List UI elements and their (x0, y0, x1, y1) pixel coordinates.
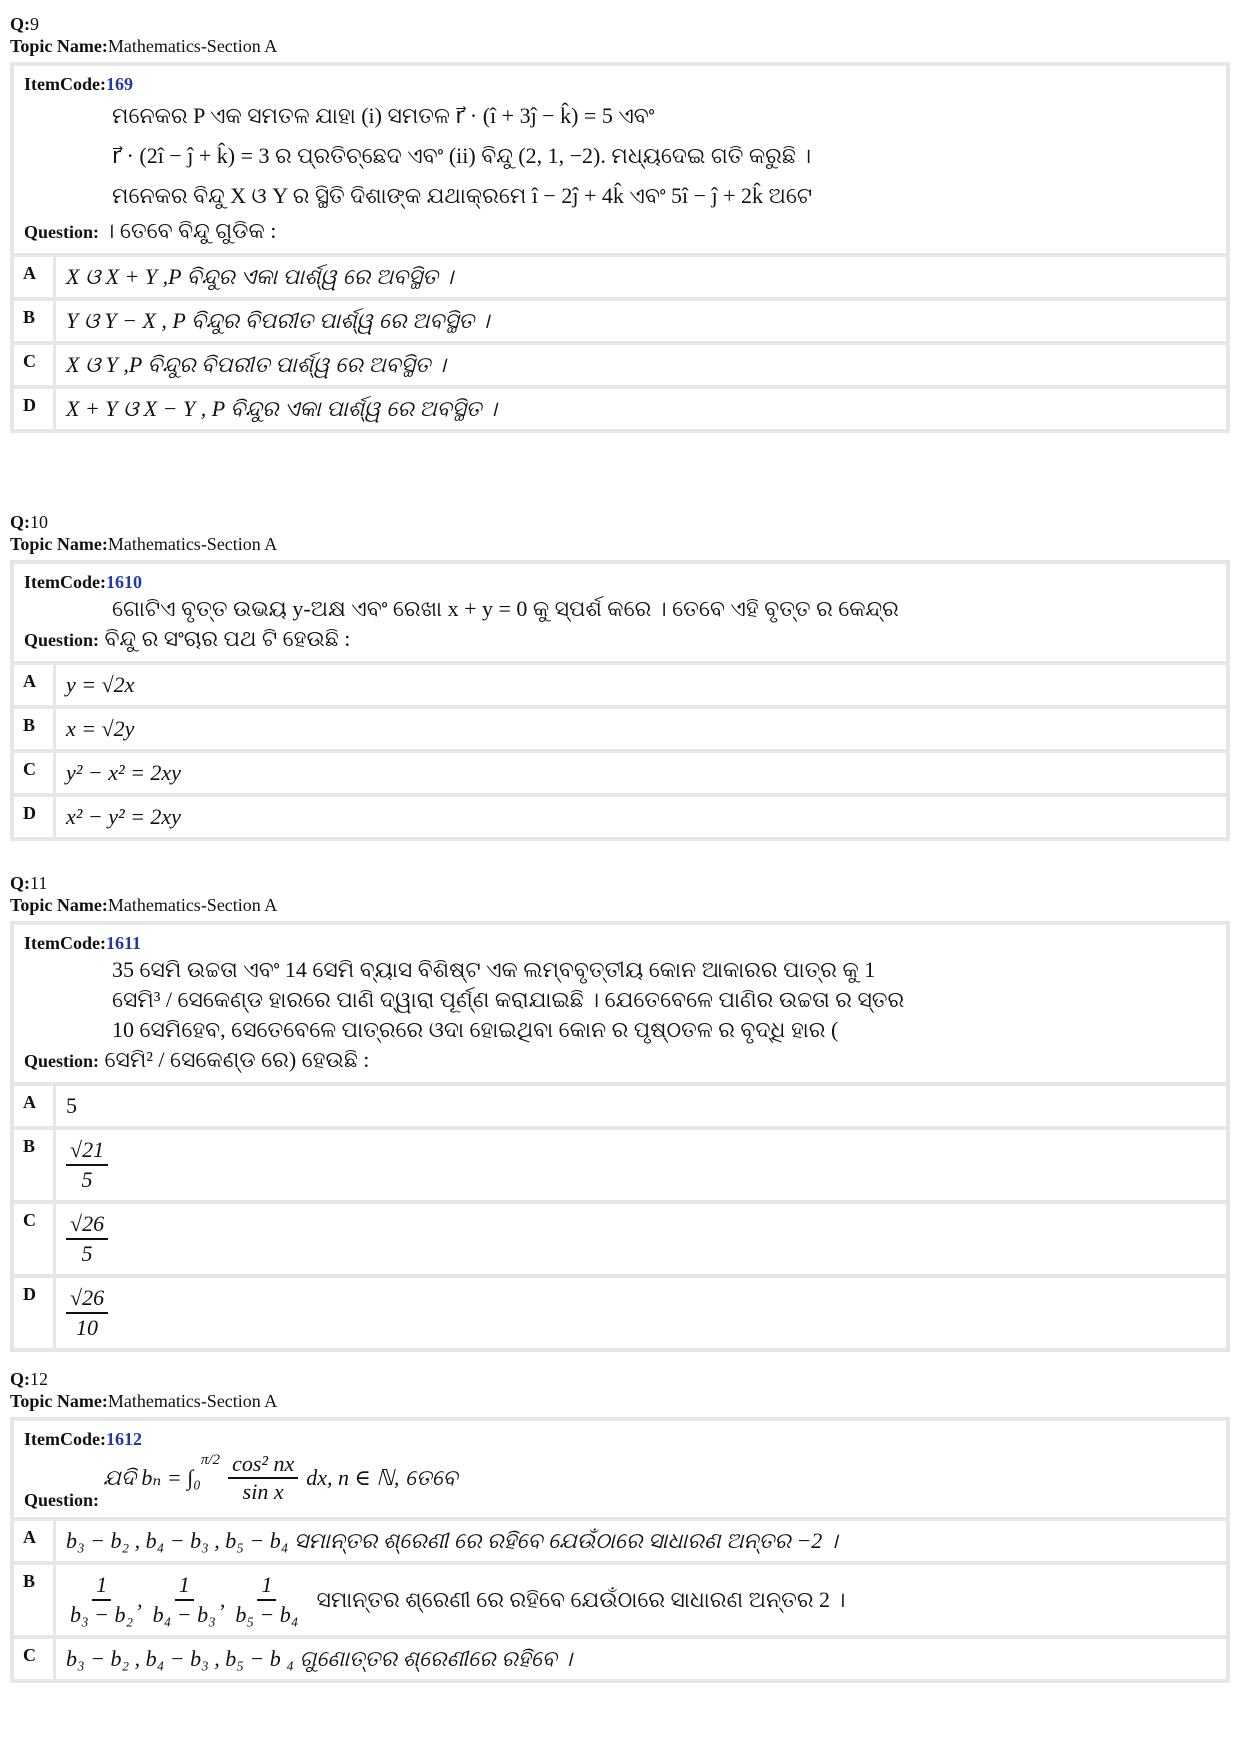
question-body (14, 564, 1226, 665)
option-a[interactable] (14, 665, 1226, 709)
option-letter: A (14, 257, 56, 297)
option-b[interactable] (14, 709, 1226, 753)
option-text: x = √2y (66, 716, 135, 741)
question-text-line: 10 ସେମିହେବ, ସେତେବେଳେ ପାତ୍ରରେ ଓଦା ହୋଇଥିବା କୋନ ର ପୃଷ୍ଠତଳ ର ବୃଦ୍ଧି ହାର ( (112, 1017, 839, 1042)
topic-name: Topic Name:Mathematics-Section A (10, 36, 278, 56)
question-block-12 (10, 1369, 1230, 1683)
option-c[interactable] (14, 345, 1226, 389)
option-d[interactable] (14, 389, 1226, 429)
option-c[interactable] (14, 1204, 1226, 1278)
topic-name: Topic Name:Mathematics-Section A (10, 895, 278, 915)
option-letter: D (14, 1278, 56, 1348)
option-fraction: $\frac{√26}{5}$ (66, 1210, 108, 1268)
option-letter: D (14, 389, 56, 429)
option-text: y = √2x (66, 672, 135, 697)
option-b[interactable] (14, 301, 1226, 345)
question-block-10 (10, 512, 1230, 841)
question-label: Question: (24, 222, 100, 242)
option-letter: C (14, 1204, 56, 1274)
question-label: Question: (24, 630, 100, 650)
option-a[interactable] (14, 1086, 1226, 1130)
question-card (10, 921, 1230, 1352)
question-text-line: ମନେକର P ଏକ ସମତଳ ଯାହା (i) ସମତଳ r⃗ · (î + 3ĵ − k̂) = 5 ଏବଂ (112, 103, 655, 128)
question-body (14, 1421, 1226, 1521)
question-body (14, 925, 1226, 1086)
option-a[interactable] (14, 257, 1226, 301)
option-letter: A (14, 1521, 56, 1561)
option-text: X ଓ X + Y ,P ବିନ୍ଦୁର ଏକା ପାର୍ଶ୍ୱ ରେ ଅବସ୍ଥିତ । (66, 264, 454, 289)
topic-name: Topic Name:Mathematics-Section A (10, 1391, 278, 1411)
question-text-line: ବିନ୍ଦୁ ର ସଂଚାର ପଥ ଟି ହେଉଛି : (104, 626, 351, 651)
question-text-line: । ତେବେ ବିନ୍ଦୁ ଗୁଡିକ : (104, 218, 277, 243)
question-label: Question: (24, 1490, 100, 1510)
item-code: ItemCode:169 (24, 74, 133, 94)
question-card (10, 1417, 1230, 1683)
option-letter: B (14, 1130, 56, 1200)
option-fraction: $\frac{√26}{10}$ (66, 1284, 108, 1342)
option-c[interactable] (14, 1639, 1226, 1679)
question-block-11 (10, 873, 1230, 1352)
option-text: Y ଓ Y − X , P ବିନ୍ଦୁର ବିପରୀତ ପାର୍ଶ୍ୱ ରେ ଅବସ୍ଥିତ । (66, 308, 490, 333)
option-letter: B (14, 301, 56, 341)
question-label: Question: (24, 1051, 100, 1071)
question-card (10, 560, 1230, 841)
option-letter: C (14, 1639, 56, 1679)
question-block-9 (10, 14, 1230, 433)
item-code: ItemCode:1612 (24, 1429, 142, 1449)
question-text-line: ଗୋଟିଏ ବୃତ୍ତ ଉଭୟ y-ଅକ୍ଷ ଏବଂ ରେଖା x + y = 0 କୁ ସ୍ପର୍ଶ କରେ । ତେବେ ଏହି ବୃତ୍ତ ର କେନ୍ଦ୍ର (112, 596, 899, 621)
question-text-line: ସେମି³ / ସେକେଣ୍ଡ ହାରରେ ପାଣି ଦ୍ୱାରା ପୂର୍ଣ୍ଣ କରାଯାଇଛି । ଯେତେବେଳେ ପାଣିର ଉଚ୍ଚତା ର ସ୍ତର (112, 987, 905, 1012)
option-letter: C (14, 345, 56, 385)
question-text-line: ମନେକର ବିନ୍ଦୁ X ଓ Y ର ସ୍ଥିତି ଦିଶାଙ୍କ ଯଥାକ୍ରମେ î − 2ĵ + 4k̂ ଏବଂ 5î − ĵ + 2k̂ ଅଟେ (112, 183, 813, 208)
question-text-line: 35 ସେମି ଉଚ୍ଚତା ଏବଂ 14 ସେମି ବ୍ୟାସ ବିଶିଷ୍ଟ ଏକ ଲମ୍ବବୃତ୍ତୀୟ କୋନ ଆକାରର ପାତ୍ର କୁ 1 (112, 957, 876, 982)
option-letter: B (14, 1565, 56, 1635)
option-text: 5 (66, 1093, 77, 1118)
item-code: ItemCode:1610 (24, 572, 142, 592)
item-code: ItemCode:1611 (24, 933, 141, 953)
option-letter: A (14, 665, 56, 705)
option-fraction: $\frac{√21}{5}$ (66, 1136, 108, 1194)
option-text: b₃ − b₂ , b₄ − b₃ , b₅ − b₄ ସମାନ୍ତର ଶ୍ରେଣୀ ରେ ରହିବେ ଯେଉଁଠାରେ ସାଧାରଣ ଅନ୍ତର −2 । (66, 1528, 838, 1553)
option-a[interactable] (14, 1521, 1226, 1565)
option-d[interactable] (14, 1278, 1226, 1348)
option-text: y² − x² = 2xy (66, 760, 181, 785)
option-letter: D (14, 797, 56, 837)
option-letter: A (14, 1086, 56, 1126)
option-text: ସମାନ୍ତର ଶ୍ରେଣୀ ରେ ରହିବେ ଯେଉଁଠାରେ ସାଧାରଣ ଅନ୍ତର 2 । (316, 1587, 846, 1612)
option-b[interactable] (14, 1130, 1226, 1204)
question-text-line: ସେମି² / ସେକେଣ୍ଡ ରେ) ହେଉଛି : (104, 1047, 370, 1072)
option-letter: C (14, 753, 56, 793)
option-text: X ଓ Y ,P ବିନ୍ଦୁର ବିପରୀତ ପାର୍ଶ୍ୱ ରେ ଅବସ୍ଥିତ । (66, 352, 446, 377)
option-text: b₃ − b₂ , b₄ − b₃ , b₅ − b ₄ ଗୁଣୋତ୍ତର ଶ୍ରେଣୀରେ ରହିବେ । (66, 1646, 573, 1671)
option-text: X + Y ଓ X − Y , P ବିନ୍ଦୁର ଏକା ପାର୍ଶ୍ୱ ରେ ଅବସ୍ଥିତ । (66, 396, 497, 421)
question-number: Q:12 (10, 1369, 48, 1389)
option-text: x² − y² = 2xy (66, 804, 181, 829)
option-letter: B (14, 709, 56, 749)
option-b[interactable]: B $\frac{1}{\text{b₃ − b₂}}$ , $\frac{1}{\text{b₄ − b₃}}$ , $\frac{1}{\text{b₅ − b₄}}$ ସମାନ୍ତର ଶ୍ରେଣୀ ରେ ରହିବେ ଯେଉଁଠାରେ ସାଧାରଣ ଅନ୍ତର 2 । (14, 1565, 1226, 1639)
question-number: Q:11 (10, 873, 48, 893)
option-d[interactable] (14, 797, 1226, 837)
question-body (14, 66, 1226, 257)
question-text-line: r⃗ · (2î − ĵ + k̂) = 3 ର ପ୍ରତିଚ୍ଛେଦ ଏବଂ (ii) ବିନ୍ଦୁ (2, 1, −2). ମଧ୍ୟଦେଇ ଗତି କରୁଛି । (112, 143, 812, 168)
question-card (10, 62, 1230, 433)
question-number: Q:10 (10, 512, 48, 532)
question-number: Q:9 (10, 14, 39, 34)
topic-name: Topic Name:Mathematics-Section A (10, 534, 278, 554)
option-c[interactable] (14, 753, 1226, 797)
integral-expression: ଯଦି bₙ = ∫₀ $^{\pi/2}$ $\frac{\text{cos² nx}}{\text{sin x}}$ dx, n ∈ ℕ, ତେବେ (103, 1451, 458, 1504)
